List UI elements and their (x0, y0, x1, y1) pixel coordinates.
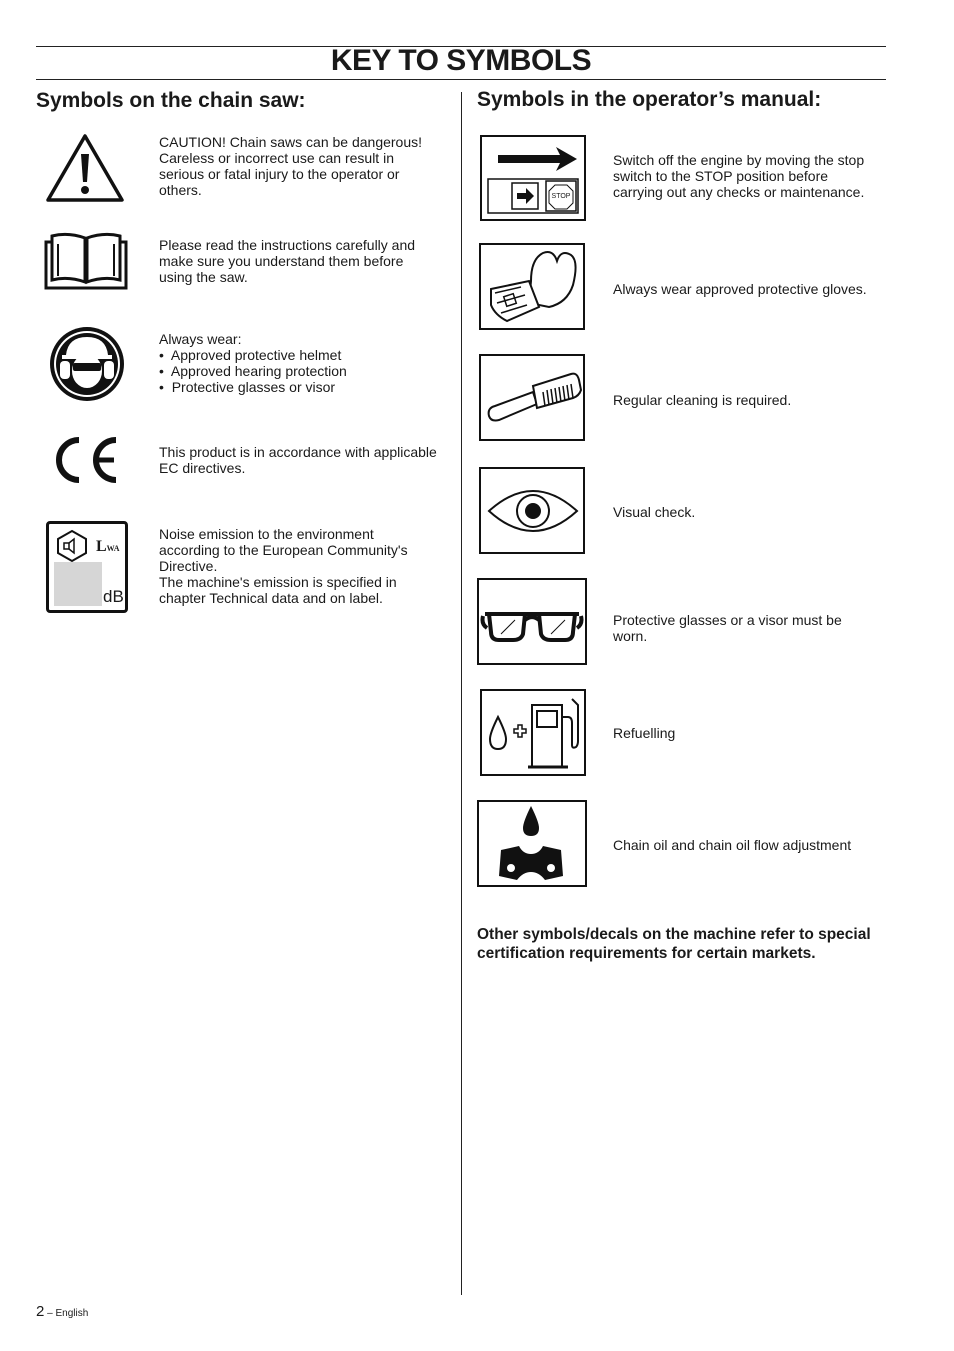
chain-oil-shape-icon (479, 802, 585, 886)
page-footer (36, 1303, 88, 1320)
footer-language: – English (44, 1308, 89, 1319)
stop-label: STOP (551, 193, 571, 200)
glasses-text: Protective glasses or a visor must be worn. (613, 612, 842, 644)
always-wear-text: Always wear: • Approved protective helmet • Approved hearing protection • Protective glasses or visor (159, 331, 347, 395)
brush-shape-icon (481, 356, 585, 440)
right-heading: Symbols in the operator’s manual: (477, 88, 822, 111)
helmet-protection-icon (48, 325, 126, 403)
open-book-icon (44, 230, 128, 292)
ce-mark-icon (52, 436, 120, 484)
arrow-right-icon (482, 137, 584, 219)
page-title: KEY TO SYMBOLS (330, 44, 592, 77)
warning-triangle-icon (44, 132, 126, 204)
fuel-pump-icon (480, 689, 586, 776)
ce-text: This product is in accordance with applicable EC directives. (159, 444, 437, 476)
gloves-text: Always wear approved protective gloves. (613, 281, 867, 297)
protective-glasses-icon (477, 578, 587, 665)
chain-oil-text: Chain oil and chain oil flow adjustment (613, 837, 852, 853)
noise-emission-text: Noise emission to the environment according to the European Community's Directive. The machine's emission is specified in chapter Technical data and on label. (159, 526, 408, 606)
visual-check-text: Visual check. (613, 504, 696, 520)
stop-switch-icon (480, 135, 586, 221)
chain-oil-icon (477, 800, 587, 887)
read-instructions-text: Please read the instructions carefully and make sure you understand them before using the saw. (159, 237, 416, 285)
title-underline (36, 79, 886, 80)
column-divider (461, 92, 462, 1295)
noise-value-area (54, 562, 102, 606)
protective-glove-icon (479, 243, 585, 330)
lwa-sub-label: WA (106, 544, 120, 553)
page-number: 2 (36, 1303, 45, 1320)
refuelling-text: Refuelling (613, 725, 676, 741)
glove-shape-icon (481, 245, 585, 329)
caution-text: CAUTION! Chain saws can be dangerous! Careless or incorrect use can result in serious or fatal injury to the operator or others. (159, 134, 423, 198)
eye-icon (479, 467, 585, 554)
cleaning-text: Regular cleaning is required. (613, 392, 792, 408)
glasses-shape-icon (479, 580, 585, 664)
stop-switch-text: Switch off the engine by moving the stop switch to the STOP position before carrying out any checks or maintenance. (613, 152, 865, 200)
db-label: dB (103, 587, 124, 606)
speaker-hexagon-icon (55, 529, 89, 563)
other-symbols-note: Other symbols/decals on the machine refer to special certification requirements for certain markets. (477, 926, 871, 962)
noise-emission-label-icon (46, 521, 128, 613)
cleaning-brush-icon (479, 354, 585, 441)
fuel-shape-icon (482, 691, 586, 775)
eye-shape-icon (481, 469, 585, 553)
lwa-label: L (96, 538, 107, 555)
left-heading: Symbols on the chain saw: (36, 89, 306, 112)
